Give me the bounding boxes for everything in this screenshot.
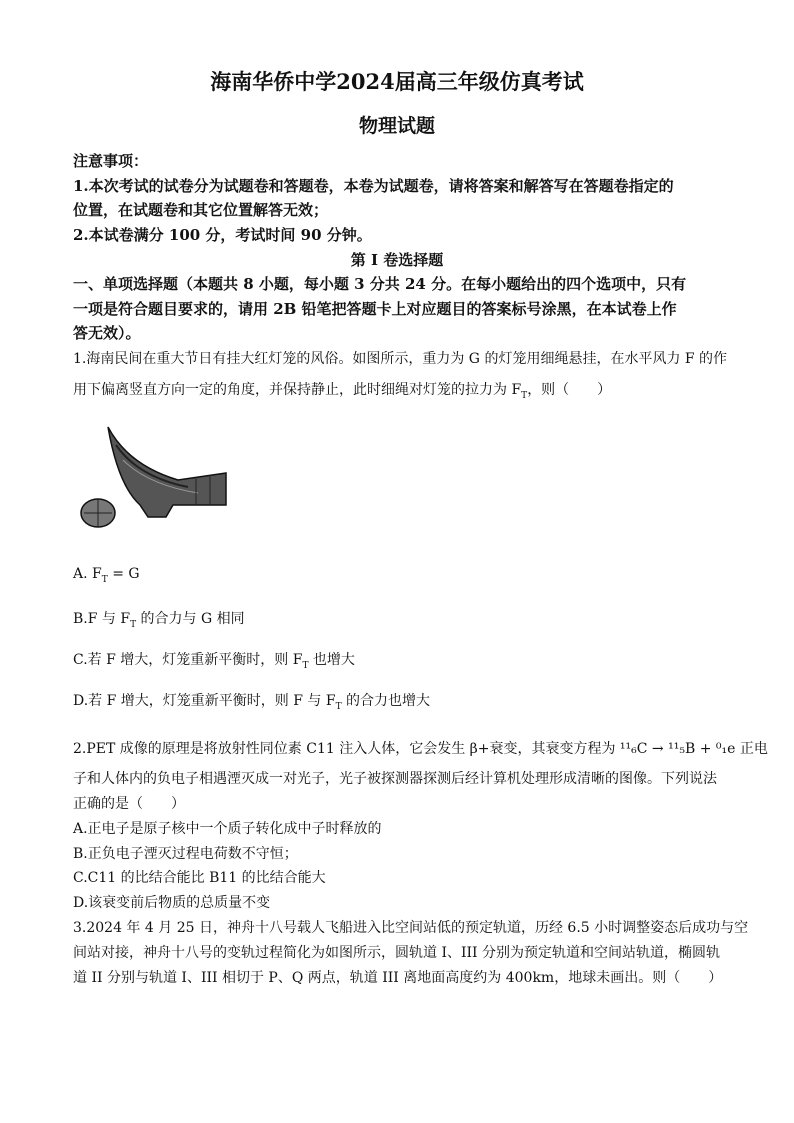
- q2-option-a[interactable]: A.正电子是原子核中一个质子转化成中子时释放的: [73, 821, 382, 837]
- lantern-figure: [78, 425, 228, 540]
- eave-roof-shape: [108, 427, 226, 517]
- q2-option-c[interactable]: C.C11 的比结合能比 B11 的比结合能大: [73, 870, 326, 886]
- q3-stem-a: 3.2024 年 4 月 25 日，神舟十八号载人飞船进入比空间站低的预定轨道，历经 6.5 小时调整姿态后成功与空: [73, 920, 749, 936]
- q1-option-a[interactable]: A. $F_T = G$: [73, 566, 140, 585]
- q2-option-d[interactable]: D.该衰变前后物质的总质量不变: [73, 895, 271, 911]
- q1-option-c[interactable]: C.若 F 增大，灯笼重新平衡时，则 $F_T$ 也增大: [73, 652, 355, 671]
- notice-item-1a: 1.本次考试的试卷分为试题卷和答题卷，本卷为试题卷，请将答案和解答写在答题卷指定的: [73, 177, 674, 195]
- notice-item-2: 2.本试卷满分 100 分，考试时间 90 分钟。: [73, 226, 372, 244]
- notice-heading: 注意事项：: [73, 152, 149, 170]
- q2-stem-a: 2.PET 成像的原理是将放射性同位素 C11 注入人体，它会发生 β+衰变，其衰变方程为 ¹¹₆C → ¹¹₅B + ⁰₁e 正电: [73, 741, 768, 757]
- q2-stem-c: 正确的是（ ）: [73, 796, 185, 812]
- notice-item-1b: 位置，在试题卷和其它位置解答无效；: [73, 201, 329, 219]
- q2-option-b[interactable]: B.正负电子湮灭过程电荷数不守恒；: [73, 846, 298, 862]
- subject-title: 物理试题: [358, 115, 435, 137]
- exam-title: 海南华侨中学2024届高三年级仿真考试: [210, 69, 584, 94]
- q1-option-d[interactable]: D.若 F 增大，灯笼重新平衡时，则 F 与 $F_T$ 的合力也增大: [73, 693, 431, 712]
- q3-stem-c: 道 II 分别与轨道 I、III 相切于 P、Q 两点，轨道 III 离地面高度约为 400km，地球未画出。则（ ）: [73, 970, 723, 986]
- q3-stem-b: 间站对接，神舟十八号的变轨过程简化为如图所示，圆轨道 I、III 分别为预定轨道和空间站轨道，椭圆轨: [73, 945, 721, 961]
- q1-stem-b: 用下偏离竖直方向一定的角度，并保持静止，此时细绳对灯笼的拉力为 $F_T$，则（ ）: [73, 382, 612, 401]
- section-instruction-a: 一、单项选择题（本题共 8 小题，每小题 3 分共 24 分。在每小题给出的四个选项中，只有: [73, 275, 687, 293]
- section-instruction-b: 一项是符合题目要求的，请用 2B 铅笔把答题卡上对应题目的答案标号涂黑，在本试卷上作: [73, 300, 677, 318]
- q2-stem-b: 子和人体内的负电子相遇湮灭成一对光子，光子被探测器探测后经计算机处理形成清晰的图像。下列说法: [73, 771, 717, 787]
- section-instruction-c: 答无效）。: [73, 324, 141, 342]
- section-title: 第 I 卷选择题: [350, 251, 444, 269]
- q1-stem-a: 1.海南民间在重大节日有挂大红灯笼的风俗。如图所示，重力为 G 的灯笼用细绳悬挂，在水平风力 F 的作: [73, 351, 728, 367]
- q1-option-b[interactable]: B.F 与 $F_T$ 的合力与 G 相同: [73, 611, 245, 630]
